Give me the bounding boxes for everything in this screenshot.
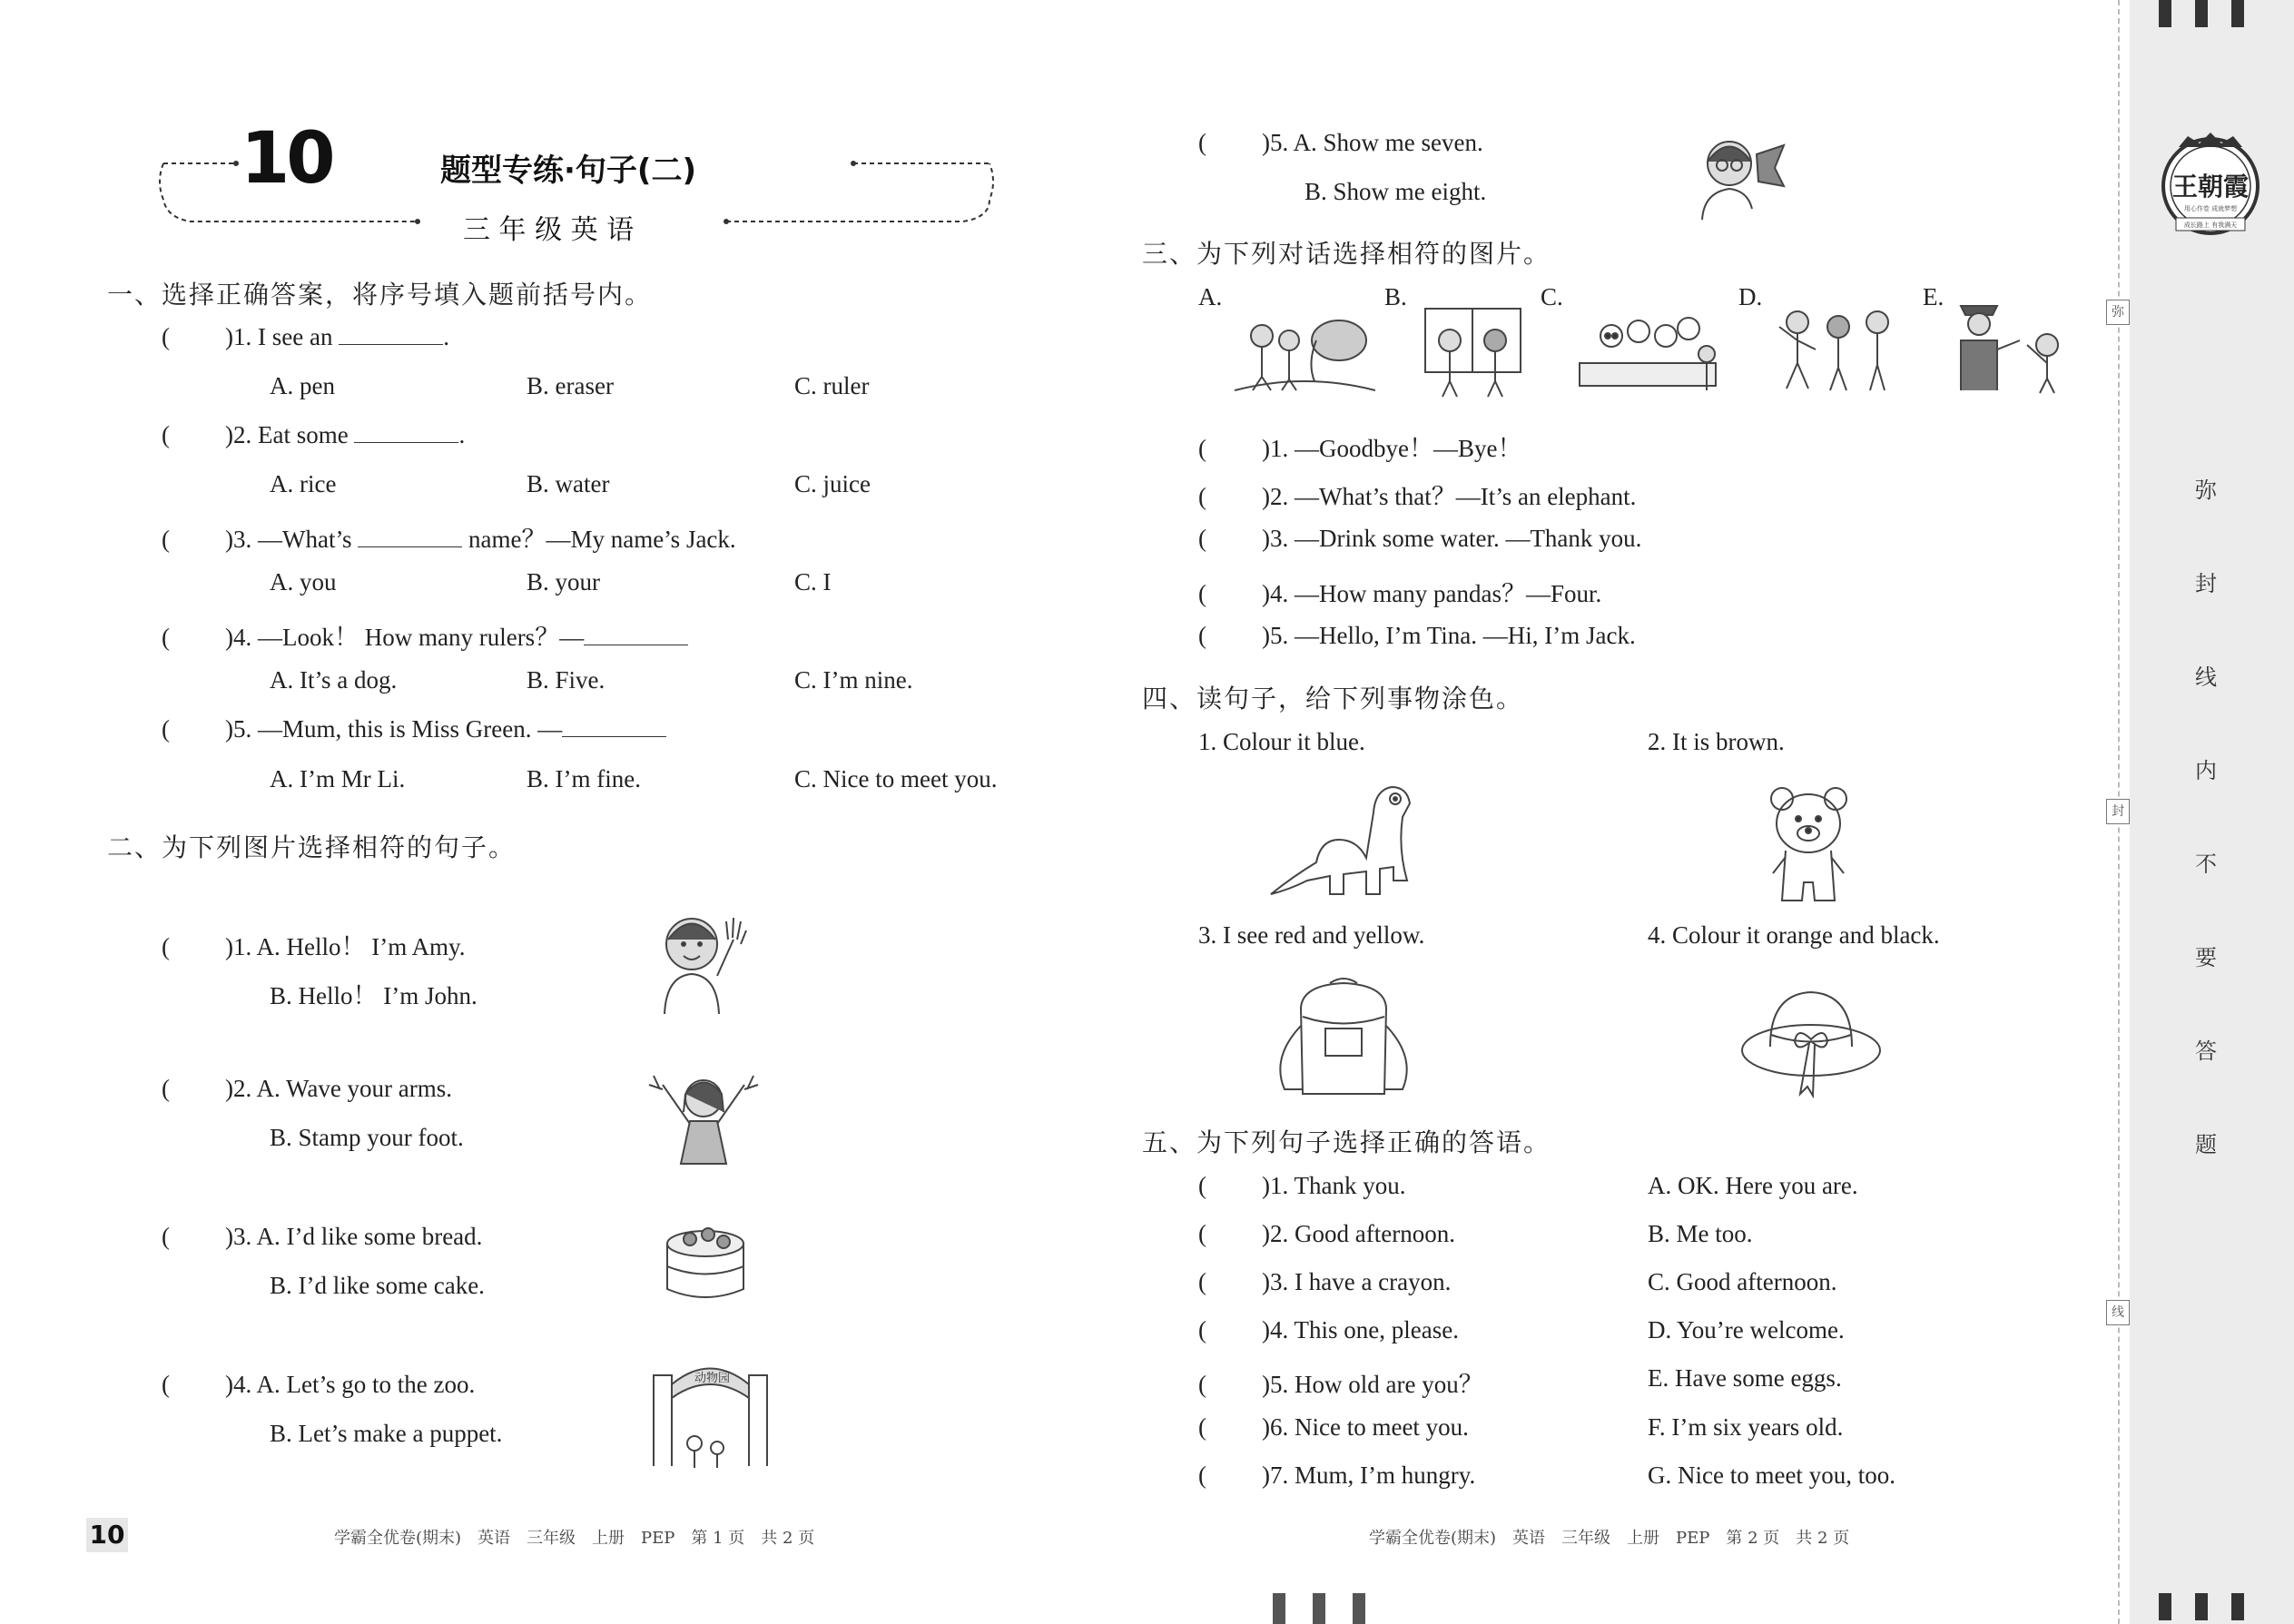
page-badge: 10 bbox=[86, 1518, 128, 1552]
answer-blank[interactable] bbox=[354, 442, 458, 443]
cut-mark: 封 bbox=[2106, 799, 2130, 824]
s5-answer-b: B. Me too. bbox=[1648, 1220, 1753, 1247]
s5-question-6: )6. Nice to meet you. bbox=[1262, 1413, 1469, 1441]
option-a: A. pen bbox=[270, 372, 335, 399]
pandas-scene-icon bbox=[1575, 300, 1720, 395]
s5-question-1: )1. Thank you. bbox=[1262, 1172, 1406, 1199]
s5-answer-g: G. Nice to meet you, too. bbox=[1648, 1462, 1895, 1489]
top-mark bbox=[2159, 1593, 2171, 1620]
bottom-mark bbox=[1273, 1593, 1285, 1624]
option-b: B. Five. bbox=[527, 666, 605, 694]
bottom-mark bbox=[1313, 1593, 1325, 1624]
top-mark bbox=[2231, 1593, 2244, 1620]
option-b: B. eraser bbox=[527, 372, 614, 399]
question-text: )3. —What’s bbox=[225, 526, 352, 553]
s3-question-2: )2. —What’s that？—It’s an elephant. bbox=[1262, 483, 1637, 510]
window-children-icon bbox=[1421, 304, 1525, 399]
label-a: A. bbox=[1198, 283, 1223, 310]
logo-bottom: 成长路上 有我满天 bbox=[2183, 221, 2238, 229]
binding-char: 答 bbox=[2195, 1038, 2217, 1064]
option-b: B. Hello！ I’m John. bbox=[270, 982, 478, 1009]
s5-answer-a: A. OK. Here you are. bbox=[1648, 1172, 1858, 1199]
question-text: )2. Eat some bbox=[225, 421, 349, 448]
section-3-heading: 三、为下列对话选择相符的图片。 bbox=[1142, 239, 1551, 269]
top-mark bbox=[2195, 0, 2208, 27]
binding-char: 内 bbox=[2195, 758, 2217, 783]
hat-icon bbox=[1738, 985, 1884, 1098]
s3-question-1: )1. —Goodbye！—Bye！ bbox=[1262, 435, 1522, 462]
option-c: C. I’m nine. bbox=[794, 666, 913, 694]
s5-question-5: )5. How old are you？ bbox=[1262, 1371, 1483, 1398]
question-text: )5. —Mum, this is Miss Green. — bbox=[225, 715, 563, 743]
cake-icon bbox=[658, 1216, 753, 1307]
section-1-heading: 一、选择正确答案，将序号填入题前括号内。 bbox=[107, 280, 653, 310]
question-text: )1. I see an bbox=[225, 323, 333, 350]
option-c: C. ruler bbox=[794, 372, 870, 399]
page-title: 题型专练·句子(二) bbox=[440, 153, 696, 189]
option-b: B. I’m fine. bbox=[527, 765, 641, 792]
label-b: B. bbox=[1384, 283, 1407, 310]
lesson-number: 10 bbox=[241, 118, 332, 200]
binding-char: 线 bbox=[2195, 664, 2217, 690]
option-c: C. I bbox=[794, 568, 832, 595]
s4-item-4: 4. Colour it orange and black. bbox=[1648, 921, 1940, 949]
label-e: E. bbox=[1923, 283, 1944, 310]
option-b: B. Show me eight. bbox=[1305, 178, 1487, 205]
top-mark bbox=[2159, 0, 2171, 27]
boy-showing-fingers-icon bbox=[1693, 127, 1788, 222]
backpack-icon bbox=[1266, 976, 1421, 1098]
answer-blank[interactable] bbox=[339, 344, 443, 345]
binding-char: 弥 bbox=[2195, 477, 2217, 503]
top-mark bbox=[2231, 0, 2244, 27]
s5-answer-d: D. You’re welcome. bbox=[1648, 1316, 1845, 1343]
binding-char: 封 bbox=[2195, 571, 2217, 596]
option-a: )1. A. Hello！ I’m Amy. bbox=[225, 933, 466, 960]
s5-answer-c: C. Good afternoon. bbox=[1648, 1268, 1837, 1295]
cut-mark: 线 bbox=[2106, 1300, 2130, 1325]
option-a: )3. A. I’d like some bread. bbox=[225, 1223, 483, 1250]
binding-char: 要 bbox=[2195, 945, 2217, 970]
cut-mark: 弥 bbox=[2106, 300, 2130, 325]
s5-answer-e: E. Have some eggs. bbox=[1648, 1364, 1842, 1392]
option-a: A. I’m Mr Li. bbox=[270, 765, 406, 792]
option-b: B. I’d like some cake. bbox=[270, 1272, 485, 1299]
s5-answer-f: F. I’m six years old. bbox=[1648, 1413, 1844, 1441]
dinosaur-icon bbox=[1266, 776, 1421, 903]
brand-logo bbox=[2156, 127, 2265, 245]
zoo-sign: 动物园 bbox=[694, 1372, 731, 1385]
option-a: )4. A. Let’s go to the zoo. bbox=[225, 1371, 476, 1398]
binding-char: 题 bbox=[2195, 1132, 2217, 1157]
option-a: )2. A. Wave your arms. bbox=[225, 1075, 453, 1102]
label-d: D. bbox=[1738, 283, 1763, 310]
policeman-child-icon bbox=[1947, 295, 2079, 395]
logo-top: 用心作卷 成就梦想 bbox=[2183, 205, 2238, 212]
s3-question-3: )3. —Drink some water. —Thank you. bbox=[1262, 525, 1642, 552]
bottom-mark bbox=[1353, 1593, 1365, 1624]
option-a: A. rice bbox=[270, 470, 337, 497]
s3-question-4: )4. —How many pandas？—Four. bbox=[1262, 580, 1602, 607]
s4-item-1: 1. Colour it blue. bbox=[1198, 728, 1365, 755]
option-a: A. It’s a dog. bbox=[270, 666, 398, 694]
option-b: B. water bbox=[527, 470, 610, 497]
binding-char: 不 bbox=[2195, 851, 2217, 877]
s5-question-3: )3. I have a crayon. bbox=[1262, 1268, 1452, 1295]
answer-blank[interactable] bbox=[562, 736, 666, 737]
s5-question-2: )2. Good afternoon. bbox=[1262, 1220, 1455, 1247]
answer-blank[interactable] bbox=[358, 546, 462, 547]
label-c: C. bbox=[1541, 283, 1563, 310]
section-4-heading: 四、读句子，给下列事物涂色。 bbox=[1142, 684, 1524, 714]
top-mark bbox=[2195, 1593, 2208, 1620]
option-a: )5. A. Show me seven. bbox=[1262, 129, 1483, 156]
s4-item-3: 3. I see red and yellow. bbox=[1198, 921, 1425, 949]
s5-question-7: )7. Mum, I’m hungry. bbox=[1262, 1462, 1476, 1489]
section-2-heading: 二、为下列图片选择相符的句子。 bbox=[107, 832, 517, 862]
option-c: C. Nice to meet you. bbox=[794, 765, 998, 792]
section-5-heading: 五、为下列句子选择正确的答语。 bbox=[1142, 1127, 1551, 1157]
option-c: C. juice bbox=[794, 470, 871, 497]
teddy-bear-icon bbox=[1766, 782, 1852, 914]
elephant-scene-icon bbox=[1235, 300, 1375, 395]
option-b: B. Stamp your foot. bbox=[270, 1124, 464, 1151]
question-text: )4. —Look！ How many rulers？— bbox=[225, 624, 585, 651]
footer-right: 学霸全优卷(期末) 英语 三年级 上册 PEP 第 2 页 共 2 页 bbox=[1369, 1529, 1850, 1548]
option-a: A. you bbox=[270, 568, 337, 595]
footer-left: 学霸全优卷(期末) 英语 三年级 上册 PEP 第 1 页 共 2 页 bbox=[334, 1529, 815, 1548]
s3-question-5: )5. —Hello, I’m Tina. —Hi, I’m Jack. bbox=[1262, 622, 1636, 649]
logo-name: 王朝霞 bbox=[2171, 172, 2250, 202]
girl-waving-arms-icon bbox=[640, 1062, 767, 1166]
s5-question-4: )4. This one, please. bbox=[1262, 1316, 1459, 1343]
option-b: B. your bbox=[527, 568, 600, 595]
jumping-children-icon bbox=[1770, 300, 1902, 395]
zoo-gate-icon bbox=[645, 1357, 776, 1471]
page-subtitle: 三 年 级 英 语 bbox=[463, 214, 635, 246]
s4-item-2: 2. It is brown. bbox=[1648, 728, 1785, 755]
option-b: B. Let’s make a puppet. bbox=[270, 1420, 503, 1447]
waving-boy-icon bbox=[654, 903, 753, 1017]
